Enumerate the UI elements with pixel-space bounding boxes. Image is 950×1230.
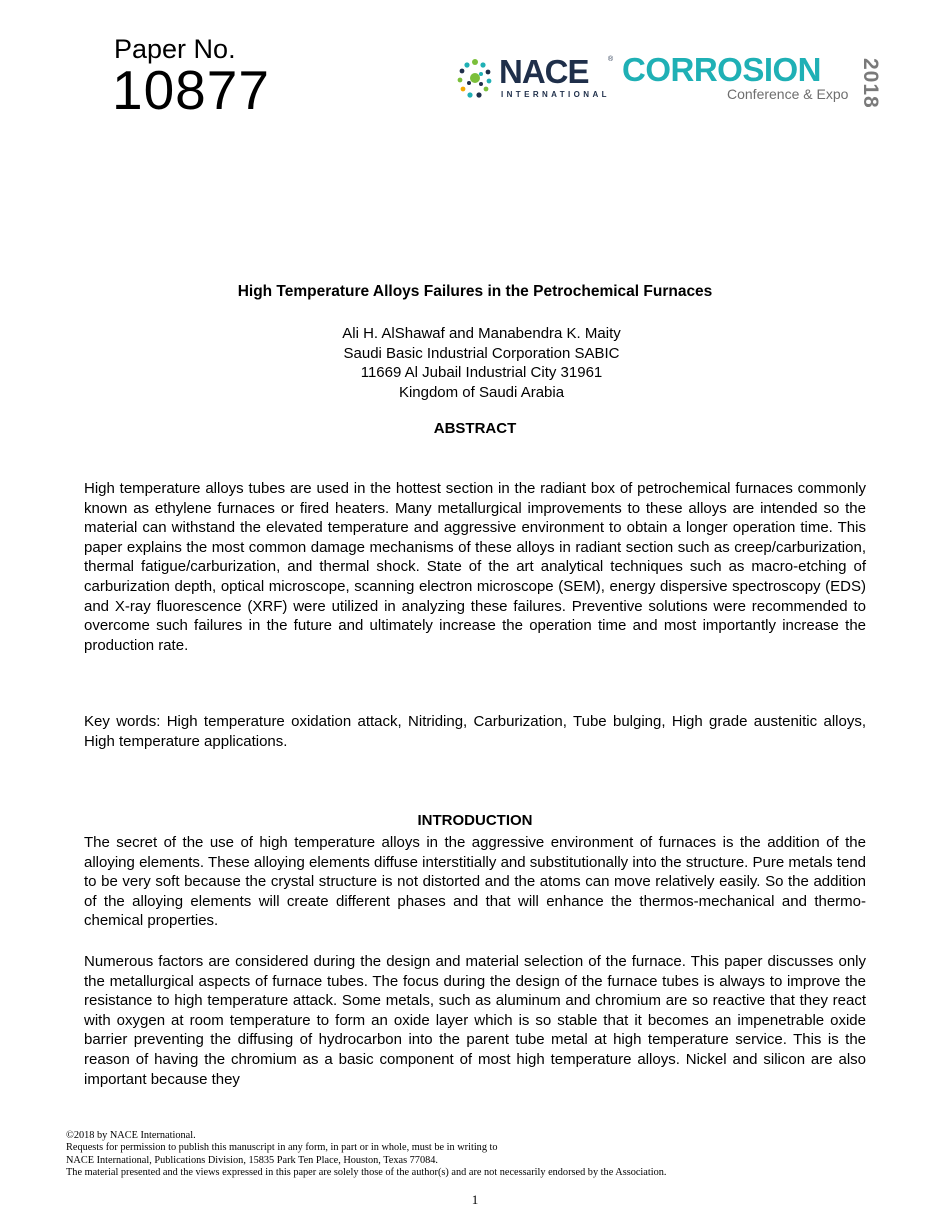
paper-number: 10877 [112,59,270,121]
introduction-heading: INTRODUCTION [417,812,533,829]
author-country: Kingdom of Saudi Arabia [398,383,565,401]
author-names: Ali H. AlShawaf and Manabendra K. Maity [342,325,621,342]
copyright-footer [66,1130,666,1179]
author-block [0,324,950,402]
year-text: 2018 [859,58,882,109]
footer-line: The material presented and the views expressed in this paper are solely those of the author(s) and are not necessarily endorsed by the Association. [66,1166,667,1178]
footer-line: Requests for permission to publish this manuscript in any form, in part or in whole, must be in writing to [66,1142,498,1154]
nace-subtitle: INTERNATIONAL [501,90,610,99]
nace-globe-icon [455,56,495,106]
year-badge [859,58,882,109]
nace-wordmark: NACE [499,53,589,90]
keywords-paragraph: Key words: High temperature oxidation attack, Nitriding, Carburization, Tube bulging, High grade austenitic alloys, High temperature applications. [84,713,866,750]
footer-line: ©2018 by NACE International. [66,1130,196,1141]
footer-line: NACE International, Publications Division, 15835 Park Ten Place, Houston, Texas 77084. [66,1154,438,1166]
corrosion-wordmark: CORROSION [622,51,822,88]
paper-title: High Temperature Alloys Failures in the Petrochemical Furnaces [237,283,713,300]
page-number: 1 [471,1192,479,1207]
introduction-paragraph-1: The secret of the use of high temperature alloys in the aggressive environment of furnaces is the addition of the alloying elements. These alloying elements diffuse interstitially and substitutionally into the structure. Pure metals tend to be very soft because the crystal structure is not distorted and the atoms can move relatively easily. So the addition of the alloying elements will create different phases and that will enhance the thermos-mechanical and thermo-chemical properties. [84,834,866,930]
conference-subtitle: Conference & Expo [727,86,849,102]
paper-label: Paper No. [114,34,236,64]
introduction-paragraph-2: Numerous factors are considered during the design and material selection of the furnace. This paper discusses only the metallurgical aspects of furnace tubes. The focus during the design of the furnace tubes is always to improve the resistance to high temperature attack. Some metals, such as aluminum and chromium are so reactive that they react with oxygen at room temperature to form an oxide layer which is so stable that it becomes an impenetrable oxide barrier preventing the diffusing of hydrocarbon into the parent tube metal at high temperature service. This is the reason of having the chromium as a basic component of most high temperature alloys. Nickel and silicon are also important because they [84,953,866,1088]
registered-mark: ® [608,56,614,63]
abstract-paragraph: High temperature alloys tubes are used in the hottest section in the radiant box of petrochemical furnaces commonly known as ethylene furnaces or fired heaters. Many metallurgical improvements to these alloys are intended so the material can withstand the elevated temperature and aggressive environment to obtain a longer operation time. This paper explains the most common damage mechanisms of these alloys in radiant section such as creep/carburization, thermal fatigue/carburization, and thermal shock. State of the art analytical techniques such as macro-etching of carburization depth, optical microscope, scanning electron microscope (SEM), energy dispersive spectroscopy (EDS) and X-ray fluorescence (XRF) were utilized in analyzing these failures. Preventive solutions were recommended to overcome such failures in the future and ultimately increase the operation time and most importantly increase the production rate. [84,480,866,654]
author-affiliation: Saudi Basic Industrial Corporation SABIC [343,344,620,362]
nace-corrosion-logo [455,52,895,112]
author-address: 11669 Al Jubail Industrial City 31961 [360,364,603,381]
abstract-heading: ABSTRACT [433,420,517,437]
